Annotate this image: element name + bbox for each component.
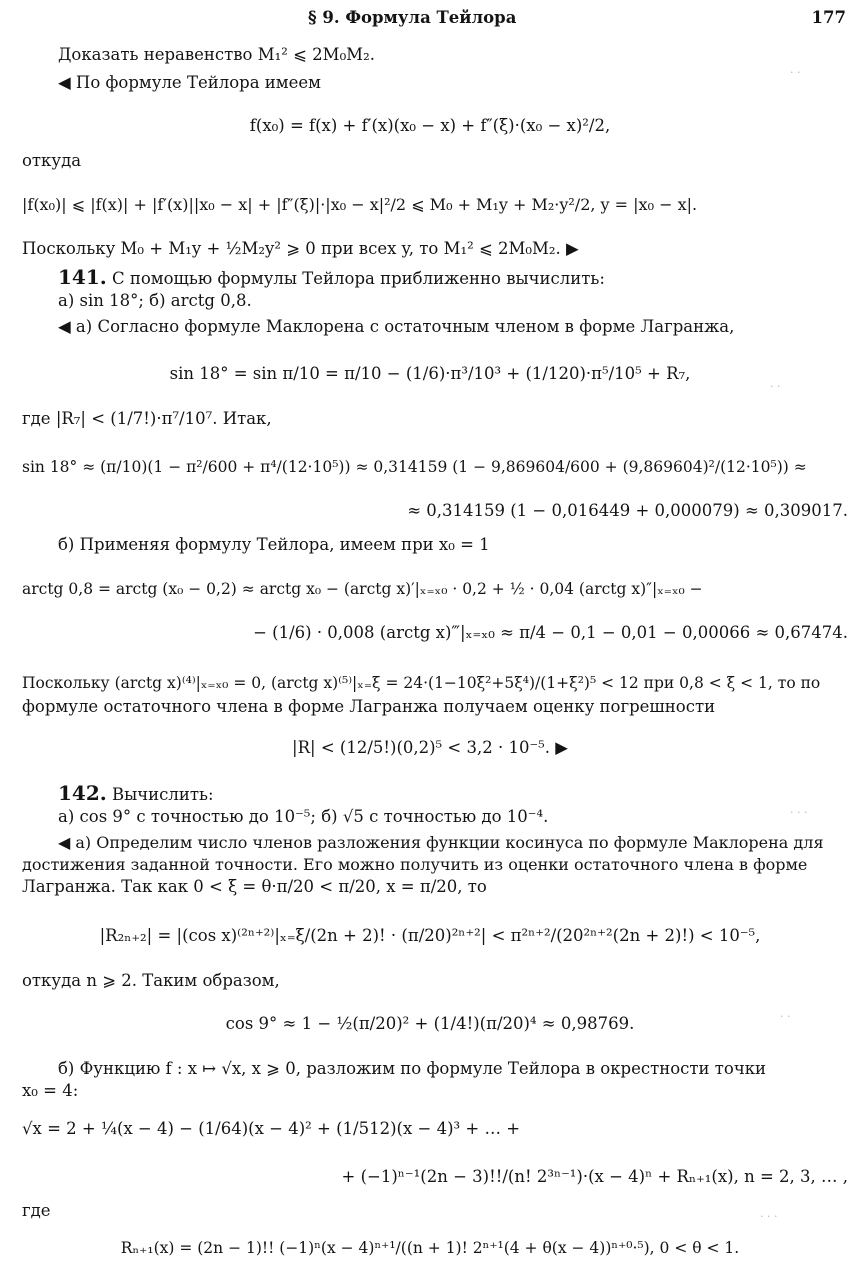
- text-line: Поскольку (arctg x)⁽⁴⁾|ₓ₌ₓ₀ = 0, (arctg x)⁽⁵⁾|ₓ₌ξ = 24·(1−10ξ²+5ξ⁴)/(1+ξ²)⁵ < 12 при 0,8 < ξ < 1, то по: [22, 674, 821, 692]
- inequality-formula: [22, 194, 846, 216]
- solution-b: [58, 534, 846, 556]
- arctg-result: [0, 622, 848, 644]
- text-line: б) Применяя формулу Тейлора, имеем при x₀ = 1: [58, 535, 490, 554]
- formula-text: ≈ 0,314159 (1 − 0,016449 + 0,000079) ≈ 0,309017.: [407, 501, 848, 520]
- problem-text: Вычислить:: [106, 785, 214, 804]
- derivative-estimate: [22, 672, 846, 694]
- page-header: [0, 8, 860, 34]
- text-line: где |R₇| < (1/7!)·π⁷/10⁷. Итак,: [22, 409, 272, 428]
- formula-text: |f(x₀)| ⩽ |f(x)| + |f′(x)||x₀ − x| + |f″(ξ)|·|x₀ − x|²/2 ⩽ M₀ + M₁y + M₂·y²/2, y = |x₀ − x|.: [22, 195, 698, 214]
- text-line: где: [22, 1201, 51, 1220]
- problem-text: С помощью формулы Тейлора приближенно вычислить:: [106, 269, 605, 288]
- text-line: откуда n ⩾ 2. Таким образом,: [22, 971, 280, 990]
- remainder-line: [22, 408, 846, 430]
- text-line: x₀ = 4:: [22, 1081, 79, 1100]
- problem-142: [58, 782, 846, 806]
- cos-result: [0, 1012, 860, 1036]
- conclusion-line: [22, 238, 846, 260]
- problem-number: 142.: [58, 781, 107, 805]
- formula-text: sin 18° = sin π/10 = π/10 − (1/6)·π³/10³ + (1/120)·π⁵/10⁵ + R₇,: [169, 364, 691, 383]
- proof-start: [58, 72, 846, 94]
- scan-noise: · · ·: [760, 1210, 778, 1223]
- page-number: 177: [811, 8, 846, 27]
- formula-text: − (1/6) · 0,008 (arctg x)‴|ₓ₌ₓ₀ ≈ π/4 − 0,1 − 0,01 − 0,00066 ≈ 0,67474.: [253, 623, 848, 642]
- taylor-formula: [0, 114, 860, 138]
- formula-text: f(x₀) = f(x) + f′(x)(x₀ − x) + f″(ξ)·(x₀ − x)²/2,: [249, 116, 611, 135]
- text-line: ◀ а) Согласно формуле Маклорена с остаточным членом в форме Лагранжа,: [58, 317, 735, 336]
- text-line: откуда: [22, 151, 82, 170]
- formula-text: |R₂ₙ₊₂| = |(cos x)⁽²ⁿ⁺²⁾|ₓ₌ξ/(2n + 2)! · (π/20)²ⁿ⁺²| < π²ⁿ⁺²/(20²ⁿ⁺²(2n + 2)!) < 10⁻⁵,: [99, 926, 761, 945]
- text-line: достижения заданной точности. Его можно получить из оценки остаточного члена в форме: [22, 855, 808, 874]
- text-line: ◀ а) Определим число членов разложения функции косинуса по формуле Маклорена для: [58, 833, 824, 852]
- text-line: [22, 696, 846, 718]
- text-line: [22, 1080, 846, 1102]
- sqrt-expansion: [22, 1118, 846, 1140]
- cos-remainder: [0, 924, 860, 948]
- text-line: [22, 876, 846, 898]
- sin-approx: [22, 456, 846, 478]
- text-line: [22, 970, 846, 992]
- solution-a: [58, 316, 846, 338]
- solution-a: [58, 832, 846, 854]
- text-line: [22, 1200, 846, 1222]
- formula-text: cos 9° ≈ 1 − ½(π/20)² + (1/4!)(π/20)⁴ ≈ 0,98769.: [225, 1014, 635, 1033]
- formula-text: arctg 0,8 = arctg (x₀ − 0,2) ≈ arctg x₀ − (arctg x)′|ₓ₌ₓ₀ · 0,2 + ½ · 0,04 (arctg x)″|ₓ₌ₓ₀ −: [22, 580, 703, 598]
- text-line: формуле остаточного члена в форме Лагранжа получаем оценку погрешности: [22, 697, 716, 716]
- text-line: Лагранжа. Так как 0 < ξ = θ·π/20 < π/20, x = π/20, то: [22, 877, 487, 896]
- text-line: [22, 854, 846, 876]
- problem-141: [58, 266, 846, 290]
- formula-text: √x = 2 + ¼(x − 4) − (1/64)(x − 4)² + (1/512)(x − 4)³ + … +: [22, 1119, 521, 1138]
- formula-text: + (−1)ⁿ⁻¹(2n − 3)!!/(n! 2³ⁿ⁻¹)·(x − 4)ⁿ + Rₙ₊₁(x), n = 2, 3, … ,: [341, 1167, 848, 1186]
- formula-text: |R| < (12/5!)(0,2)⁵ < 3,2 · 10⁻⁵. ▶: [292, 738, 568, 757]
- scan-noise: · ·: [780, 1010, 791, 1023]
- sin-expansion: [0, 362, 860, 386]
- scan-noise: · · ·: [790, 806, 808, 819]
- text-line: ◀ По формуле Тейлора имеем: [58, 73, 321, 92]
- problem-number: 141.: [58, 265, 107, 289]
- problem-items: [58, 290, 846, 312]
- solution-b: [58, 1058, 846, 1080]
- text-line: Доказать неравенство M₁² ⩽ 2M₀M₂.: [58, 45, 375, 64]
- sin-result: [0, 500, 848, 522]
- text-line: а) cos 9° с точностью до 10⁻⁵; б) √5 с точностью до 10⁻⁴.: [58, 807, 549, 826]
- text-line: Поскольку M₀ + M₁y + ½M₂y² ⩾ 0 при всех y, то M₁² ⩽ 2M₀M₂. ▶: [22, 239, 579, 258]
- sqrt-remainder: [0, 1236, 860, 1260]
- sqrt-general-term: [0, 1166, 848, 1188]
- formula-text: sin 18° ≈ (π/10)(1 − π²/600 + π⁴/(12·10⁵)) ≈ 0,314159 (1 − 9,869604/600 + (9,869604)²/(12·10⁵)) ≈: [22, 458, 807, 476]
- error-estimate: [0, 736, 860, 760]
- problem-statement: [58, 44, 846, 66]
- text-line: [22, 150, 846, 172]
- problem-items: [58, 806, 846, 828]
- section-title: § 9. Формула Тейлора: [308, 8, 517, 27]
- scan-noise: · ·: [790, 66, 801, 79]
- text-line: б) Функцию f : x ↦ √x, x ⩾ 0, разложим по формуле Тейлора в окрестности точки: [58, 1059, 767, 1078]
- arctg-expansion: [22, 578, 846, 600]
- text-line: а) sin 18°; б) arctg 0,8.: [58, 291, 252, 310]
- scan-noise: · ·: [770, 380, 781, 393]
- formula-text: Rₙ₊₁(x) = (2n − 1)!! (−1)ⁿ(x − 4)ⁿ⁺¹/((n + 1)! 2ⁿ⁺¹(4 + θ(x − 4))ⁿ⁺⁰·⁵), 0 < θ < 1.: [120, 1239, 740, 1257]
